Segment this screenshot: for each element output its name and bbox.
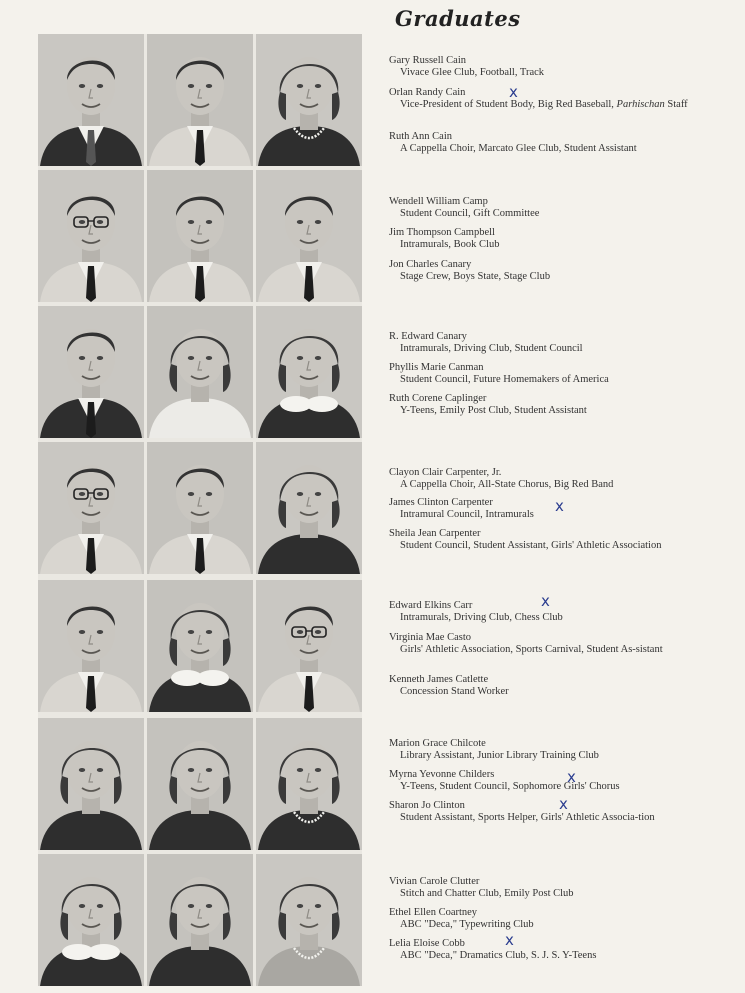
graduate-entry	[389, 632, 709, 656]
portrait-row	[38, 854, 362, 986]
graduate-activities: Stitch and Chatter Club, Emily Post Club	[400, 888, 574, 899]
graduate-activities: A Cappella Choir, Marcato Glee Club, Student Assistant	[400, 143, 637, 154]
graduate-entry	[389, 907, 709, 931]
graduate-name: Vivian Carole Clutter	[389, 876, 480, 887]
graduate-activities: A Cappella Choir, All-State Chorus, Big Red Band	[400, 479, 614, 490]
student-portrait	[256, 34, 362, 166]
student-portrait	[38, 718, 144, 850]
graduate-entry	[389, 876, 709, 900]
graduate-activities: Girls' Athletic Association, Sports Carnival, Student As-sistant	[400, 644, 663, 655]
portrait-row	[38, 718, 362, 850]
graduate-entry	[389, 227, 709, 251]
graduate-activities: Y-Teens, Emily Post Club, Student Assistant	[400, 405, 587, 416]
student-portrait	[147, 306, 253, 438]
activities-text: Vice-President of Student Body, Big Red Baseball,	[400, 99, 614, 110]
graduate-entry	[389, 931, 709, 962]
graduate-name: Marion Grace Chilcote	[389, 738, 486, 749]
graduate-name: Ethel Ellen Coartney	[389, 907, 478, 918]
graduate-name: Clayon Clair Carpenter, Jr.	[389, 467, 502, 478]
student-portrait	[256, 442, 362, 574]
graduate-activities: Student Council, Gift Committee	[400, 208, 540, 219]
graduate-entry	[389, 196, 709, 220]
portrait-row	[38, 306, 362, 438]
graduate-name: Gary Russell Cain	[389, 55, 466, 66]
page-title: Graduates	[395, 6, 521, 31]
graduate-activities: ABC "Deca," Dramatics Club, S. J. S. Y-Teens	[400, 950, 597, 961]
graduate-name: James Clinton Carpenter	[389, 497, 493, 508]
graduate-entry	[389, 83, 709, 111]
graduate-entry	[389, 55, 709, 79]
activities-text-end: Staff	[664, 99, 688, 110]
ink-check-mark: x	[541, 592, 550, 610]
graduate-activities: Intramural Council, Intramurals	[400, 509, 534, 520]
graduate-name: Wendell William Camp	[389, 196, 488, 207]
student-portrait	[256, 718, 362, 850]
student-portrait	[147, 854, 253, 986]
student-portrait	[38, 306, 144, 438]
graduate-entry	[389, 592, 709, 624]
graduate-entry	[389, 467, 709, 491]
graduate-activities: Stage Crew, Boys State, Stage Club	[400, 271, 551, 282]
graduate-name: Edward Elkins Carr	[389, 600, 473, 611]
ink-check-mark: x	[509, 83, 518, 101]
graduate-name: Jon Charles Canary	[389, 259, 472, 270]
student-portrait	[147, 442, 253, 574]
student-portrait	[256, 580, 362, 712]
graduate-name: Lelia Eloise Cobb	[389, 938, 465, 949]
portrait-row	[38, 580, 362, 712]
graduate-name: Ruth Ann Cain	[389, 131, 453, 142]
graduate-name: Ruth Corene Caplinger	[389, 393, 487, 404]
graduate-entry	[389, 674, 709, 698]
ink-check-mark: x	[567, 768, 576, 786]
graduate-entry	[389, 131, 709, 155]
student-portrait	[38, 170, 144, 302]
student-portrait	[38, 34, 144, 166]
graduate-activities: Concession Stand Worker	[400, 686, 509, 697]
student-portrait	[38, 854, 144, 986]
graduate-activities	[389, 99, 709, 111]
graduate-activities: Intramurals, Book Club	[400, 239, 500, 250]
ink-check-mark: x	[555, 497, 564, 515]
graduate-name: Sharon Jo Clinton	[389, 800, 465, 811]
graduate-activities: Vivace Glee Club, Football, Track	[400, 67, 545, 78]
graduate-activities: Student Council, Student Assistant, Girls' Athletic Association	[400, 540, 662, 551]
student-portrait	[147, 170, 253, 302]
student-portrait	[256, 170, 362, 302]
student-portrait	[38, 442, 144, 574]
graduate-activities: Intramurals, Driving Club, Student Council	[400, 343, 583, 354]
graduate-entry	[389, 769, 709, 793]
ink-check-mark: x	[559, 795, 568, 813]
graduate-activities: Y-Teens, Student Council, Sophomore Girls' Chorus	[400, 781, 620, 792]
portrait-row	[38, 34, 362, 166]
graduate-entry	[389, 331, 709, 355]
student-portrait	[256, 306, 362, 438]
graduate-entry	[389, 795, 709, 824]
graduate-entry	[389, 393, 709, 417]
student-portrait	[38, 580, 144, 712]
graduate-entry	[389, 362, 709, 386]
student-portrait	[147, 580, 253, 712]
ink-check-mark: x	[505, 931, 514, 949]
graduate-activities: Intramurals, Driving Club, Chess Club	[400, 612, 563, 623]
graduate-name: Myrna Yevonne Childers	[389, 769, 495, 780]
student-portrait	[147, 718, 253, 850]
graduate-entry	[389, 259, 709, 283]
publication-name: Parhischan	[616, 99, 665, 110]
graduate-name: Phyllis Marie Canman	[389, 362, 484, 373]
graduate-name: Kenneth James Catlette	[389, 674, 489, 685]
graduate-activities: Library Assistant, Junior Library Training Club	[400, 750, 599, 761]
graduate-entry	[389, 497, 709, 521]
graduate-name: Orlan Randy Cain	[389, 87, 466, 98]
graduate-activities: Student Assistant, Sports Helper, Girls' Athletic Associa-tion	[400, 812, 655, 823]
graduate-activities: ABC "Deca," Typewriting Club	[400, 919, 534, 930]
graduate-name: R. Edward Canary	[389, 331, 467, 342]
graduate-name: Jim Thompson Campbell	[389, 227, 495, 238]
portrait-row	[38, 442, 362, 574]
student-portrait	[147, 34, 253, 166]
graduate-entry	[389, 738, 709, 762]
graduate-activities: Student Council, Future Homemakers of America	[400, 374, 609, 385]
student-portrait	[256, 854, 362, 986]
portrait-grid	[38, 34, 362, 986]
graduate-name: Sheila Jean Carpenter	[389, 528, 481, 539]
graduate-name: Virginia Mae Casto	[389, 632, 471, 643]
graduate-entry	[389, 528, 709, 552]
portrait-row	[38, 170, 362, 302]
